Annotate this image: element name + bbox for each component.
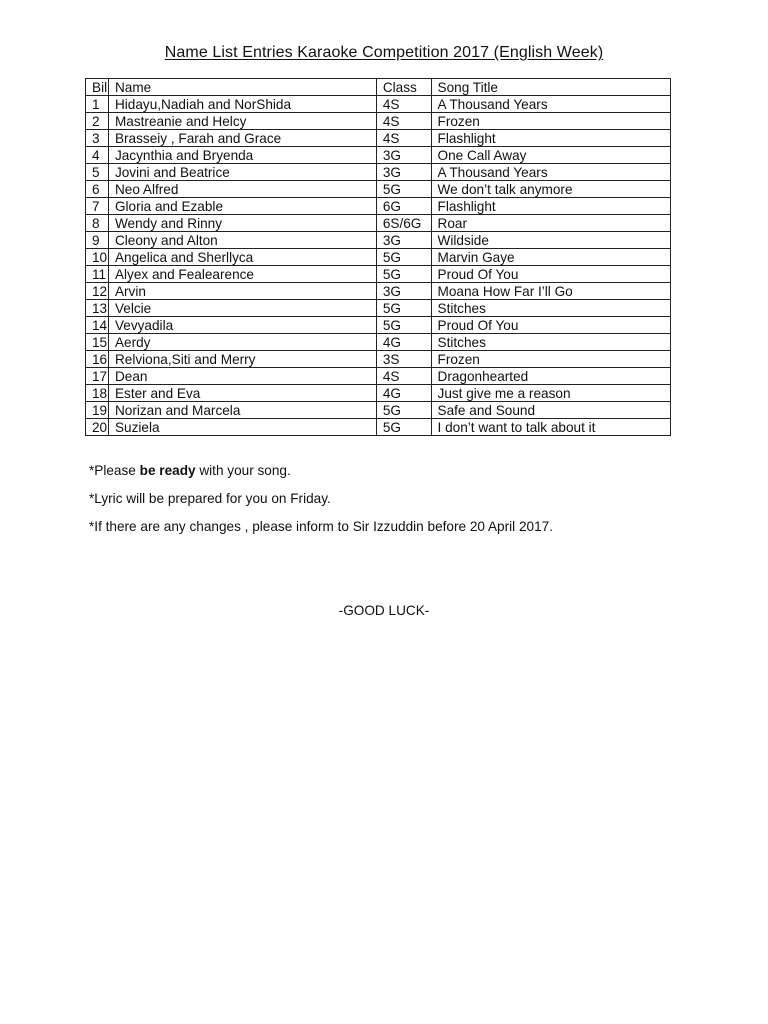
cell-song-title: Just give me a reason — [431, 385, 670, 402]
document-title: Name List Entries Karaoke Competition 2017 (English Week) — [164, 44, 604, 61]
note-suffix: with your song. — [195, 463, 291, 478]
table-row — [86, 232, 671, 249]
cell-name: Arvin — [108, 283, 376, 300]
cell-class: 5G — [376, 300, 431, 317]
cell-class: 4S — [376, 130, 431, 147]
cell-song-title: Proud Of You — [431, 266, 670, 283]
header-song-title: Song Title — [431, 79, 670, 96]
cell-bil: 11 — [86, 266, 109, 283]
cell-name: Brasseiy , Farah and Grace — [108, 130, 376, 147]
cell-name: Norizan and Marcela — [108, 402, 376, 419]
note-prefix: *Please — [89, 463, 140, 478]
header-name: Name — [108, 79, 376, 96]
cell-class: 5G — [376, 317, 431, 334]
note-changes: *If there are any changes , please inform to Sir Izzuddin before 20 April 2017. — [89, 519, 553, 534]
cell-name: Cleony and Alton — [108, 232, 376, 249]
cell-class: 4S — [376, 113, 431, 130]
cell-class: 3G — [376, 147, 431, 164]
cell-bil: 17 — [86, 368, 109, 385]
cell-class: 4G — [376, 334, 431, 351]
cell-song-title: Wildside — [431, 232, 670, 249]
table-row — [86, 181, 671, 198]
notes-section — [89, 463, 553, 547]
cell-class: 5G — [376, 266, 431, 283]
cell-class: 3G — [376, 232, 431, 249]
cell-name: Vevyadila — [108, 317, 376, 334]
cell-song-title: A Thousand Years — [431, 164, 670, 181]
cell-song-title: Roar — [431, 215, 670, 232]
cell-bil: 2 — [86, 113, 109, 130]
table-row — [86, 198, 671, 215]
cell-class: 5G — [376, 419, 431, 436]
note-lyric: *Lyric will be prepared for you on Friday. — [89, 491, 331, 506]
cell-song-title: One Call Away — [431, 147, 670, 164]
cell-name: Hidayu,Nadiah and NorShida — [108, 96, 376, 113]
table-row — [86, 385, 671, 402]
cell-class: 5G — [376, 181, 431, 198]
cell-bil: 9 — [86, 232, 109, 249]
cell-name: Velcie — [108, 300, 376, 317]
cell-bil: 13 — [86, 300, 109, 317]
cell-song-title: Flashlight — [431, 198, 670, 215]
table-row — [86, 283, 671, 300]
cell-name: Mastreanie and Helcy — [108, 113, 376, 130]
table-header-row — [86, 79, 671, 96]
cell-bil: 10 — [86, 249, 109, 266]
note-emphasis: be ready — [139, 463, 196, 478]
table-row — [86, 402, 671, 419]
cell-class: 3G — [376, 283, 431, 300]
cell-name: Wendy and Rinny — [108, 215, 376, 232]
cell-song-title: Marvin Gaye — [431, 249, 670, 266]
table-row — [86, 266, 671, 283]
header-class: Class — [376, 79, 431, 96]
table-row — [86, 113, 671, 130]
table-row — [86, 130, 671, 147]
cell-song-title: Stitches — [431, 334, 670, 351]
cell-class: 6S/6G — [376, 215, 431, 232]
table-row — [86, 215, 671, 232]
table-row — [86, 249, 671, 266]
cell-song-title: Safe and Sound — [431, 402, 670, 419]
cell-name: Jacynthia and Bryenda — [108, 147, 376, 164]
cell-class: 3G — [376, 164, 431, 181]
note-be-ready — [89, 463, 553, 479]
cell-name: Jovini and Beatrice — [108, 164, 376, 181]
cell-bil: 15 — [86, 334, 109, 351]
cell-bil: 5 — [86, 164, 109, 181]
cell-bil: 3 — [86, 130, 109, 147]
cell-song-title: We don’t talk anymore — [431, 181, 670, 198]
cell-bil: 7 — [86, 198, 109, 215]
table-row — [86, 334, 671, 351]
cell-bil: 19 — [86, 402, 109, 419]
cell-song-title: Frozen — [431, 351, 670, 368]
cell-bil: 14 — [86, 317, 109, 334]
cell-name: Ester and Eva — [108, 385, 376, 402]
cell-bil: 1 — [86, 96, 109, 113]
cell-name: Relviona,Siti and Merry — [108, 351, 376, 368]
table-row — [86, 147, 671, 164]
cell-name: Gloria and Ezable — [108, 198, 376, 215]
table-body — [86, 96, 671, 436]
cell-song-title: Dragonhearted — [431, 368, 670, 385]
entries-table — [85, 78, 671, 436]
cell-bil: 20 — [86, 419, 109, 436]
cell-class: 4S — [376, 368, 431, 385]
table-row — [86, 164, 671, 181]
cell-bil: 4 — [86, 147, 109, 164]
cell-bil: 6 — [86, 181, 109, 198]
cell-class: 3S — [376, 351, 431, 368]
cell-bil: 16 — [86, 351, 109, 368]
cell-name: Alyex and Fealearence — [108, 266, 376, 283]
cell-class: 5G — [376, 249, 431, 266]
table-row — [86, 351, 671, 368]
table-row — [86, 419, 671, 436]
cell-song-title: Frozen — [431, 113, 670, 130]
header-bil: Bil — [86, 79, 109, 96]
cell-song-title: Moana How Far I’ll Go — [431, 283, 670, 300]
cell-song-title: A Thousand Years — [431, 96, 670, 113]
cell-class: 4S — [376, 96, 431, 113]
cell-class: 5G — [376, 402, 431, 419]
cell-class: 6G — [376, 198, 431, 215]
cell-name: Dean — [108, 368, 376, 385]
cell-song-title: I don’t want to talk about it — [431, 419, 670, 436]
closing-text: -GOOD LUCK- — [338, 603, 430, 618]
cell-song-title: Flashlight — [431, 130, 670, 147]
cell-name: Suziela — [108, 419, 376, 436]
table-row — [86, 300, 671, 317]
table-row — [86, 317, 671, 334]
cell-bil: 18 — [86, 385, 109, 402]
cell-name: Aerdy — [108, 334, 376, 351]
cell-name: Angelica and Sherllyca — [108, 249, 376, 266]
cell-song-title: Stitches — [431, 300, 670, 317]
cell-class: 4G — [376, 385, 431, 402]
cell-name: Neo Alfred — [108, 181, 376, 198]
cell-bil: 8 — [86, 215, 109, 232]
cell-song-title: Proud Of You — [431, 317, 670, 334]
cell-bil: 12 — [86, 283, 109, 300]
table-row — [86, 96, 671, 113]
table-row — [86, 368, 671, 385]
